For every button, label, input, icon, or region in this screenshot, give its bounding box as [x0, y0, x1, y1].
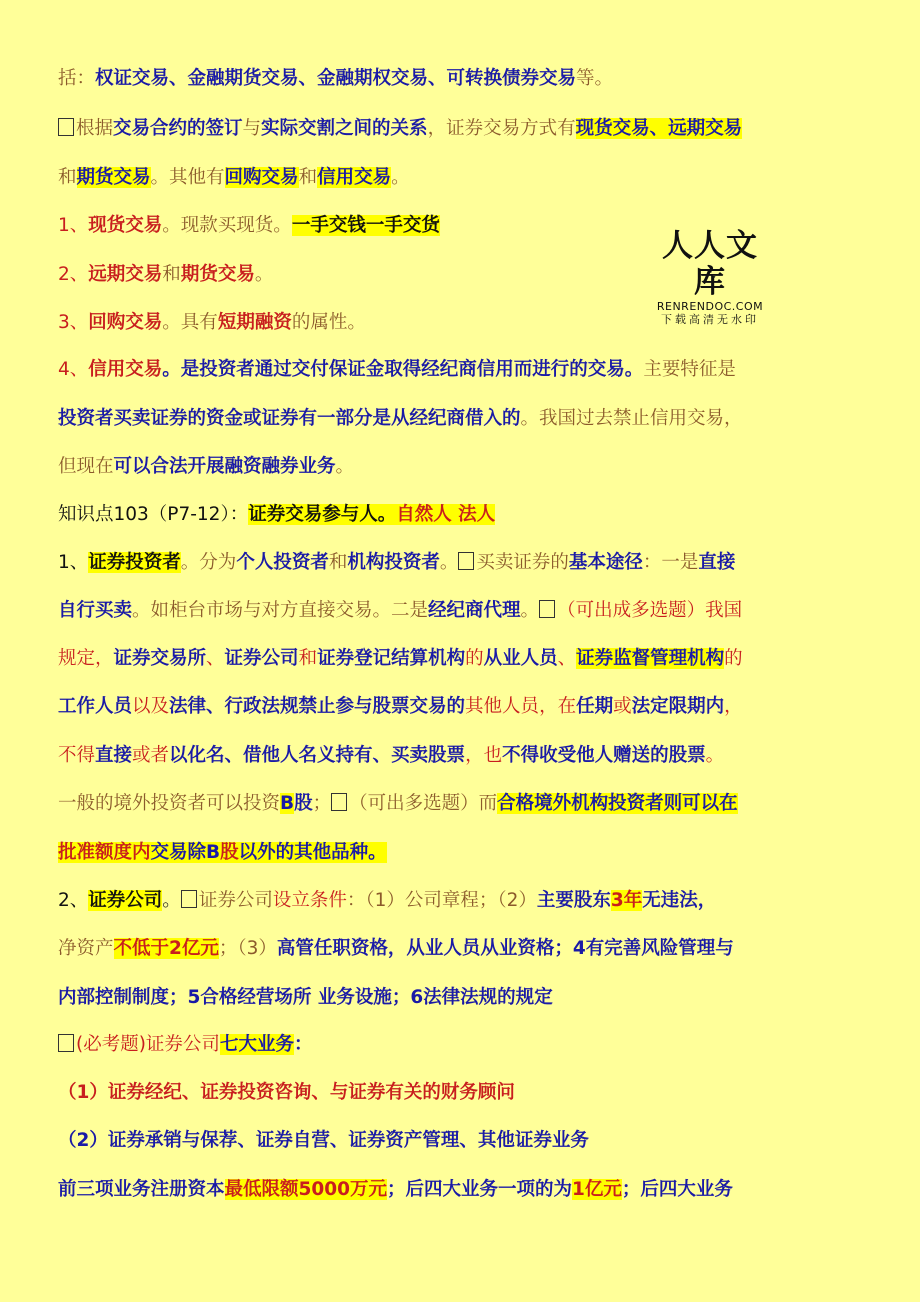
text-line	[58, 985, 870, 1011]
text-segment: 以及	[132, 696, 170, 717]
text-segment: 无违法，	[642, 890, 717, 911]
text-segment: ：一是	[642, 552, 699, 573]
text-segment: 的	[724, 648, 743, 669]
text-segment: 主要特征是	[643, 359, 736, 380]
text-segment: 期货交易	[180, 264, 255, 285]
text-segment: 现货交易	[88, 215, 163, 236]
text-line	[58, 406, 870, 432]
text-segment: 的	[465, 648, 484, 669]
text-segment: 。是投资者通过交付保证金取得经纪商信用而进行的交易。	[162, 359, 644, 380]
text-segment: 1、	[58, 552, 89, 573]
text-segment: 证券公司	[198, 890, 273, 911]
text-line	[58, 357, 870, 383]
text-segment: (必考题)证券公司	[76, 1034, 220, 1055]
text-segment: 等。	[576, 68, 614, 89]
text-segment: 任期	[576, 696, 614, 717]
text-segment: 最低限额5000万元	[224, 1179, 388, 1200]
text-segment: （可出成多选题）我国	[557, 600, 743, 621]
watermark-url: RENRENDOC.COM	[656, 300, 764, 313]
text-segment: 根据	[76, 118, 114, 139]
text-segment: 实际交割之间的关系	[261, 118, 428, 139]
text-segment: 3年	[610, 890, 643, 911]
checkbox-square-icon	[331, 793, 347, 811]
text-segment: ；后四大业务一项的为	[387, 1179, 573, 1200]
text-segment: 证券交易所	[113, 648, 207, 669]
text-segment: 2、	[58, 264, 89, 285]
text-segment: 净资产	[58, 938, 114, 959]
text-line	[58, 1177, 870, 1203]
text-segment: 不低于2亿元	[113, 938, 219, 959]
text-segment: 法律、行政法规禁止参与股票交易的	[169, 696, 466, 717]
text-segment: 1亿元	[572, 1179, 622, 1200]
text-segment: 主要股东	[536, 890, 611, 911]
text-segment: 证券监督管理机构	[576, 648, 725, 669]
text-segment: 买卖证券的	[476, 552, 569, 573]
text-segment: 一手交钱一手交货	[291, 215, 440, 236]
text-segment: （可出多选题）而	[349, 793, 498, 814]
text-segment: 设立条件	[272, 890, 347, 911]
text-segment: （1）证券经纪、证券投资咨询、与证券有关的财务顾问	[58, 1082, 515, 1103]
text-segment: 证券公司	[224, 648, 299, 669]
text-segment: 2、	[58, 890, 89, 911]
text-line	[58, 598, 870, 624]
text-segment: 直接	[95, 745, 133, 766]
text-segment: 4、	[58, 359, 89, 380]
text-line	[58, 454, 870, 480]
text-segment: ；	[312, 793, 332, 814]
text-segment: 一般的境外投资者可以投资	[58, 793, 281, 814]
text-segment: 直接	[698, 552, 736, 573]
text-segment: 和	[298, 167, 318, 188]
text-segment: 。	[335, 456, 355, 477]
text-segment: 。具有	[162, 312, 218, 333]
text-segment: 期货交易	[76, 167, 151, 188]
text-segment: 信用交易	[317, 167, 392, 188]
text-segment: 。其他有	[150, 167, 225, 188]
text-segment: 股	[294, 793, 313, 814]
text-segment: ，证券交易方式有	[427, 118, 576, 139]
text-segment: 信用交易	[88, 359, 163, 380]
text-line	[58, 743, 870, 769]
text-segment: 自然人 法人	[396, 504, 496, 525]
text-segment: 1、	[58, 215, 89, 236]
text-segment: ：（1）公司章程；（2）	[346, 890, 537, 911]
text-segment: 。分为	[180, 552, 237, 573]
text-segment: 股	[220, 842, 239, 863]
watermark-subtitle: 下载高清无水印	[661, 313, 759, 326]
text-line	[58, 1032, 870, 1058]
text-segment: ，	[724, 696, 743, 717]
text-segment: 。	[162, 890, 181, 911]
text-segment: 交易合约的签订	[113, 118, 243, 139]
text-segment: 经纪商代理	[428, 600, 521, 621]
text-segment: 、	[557, 648, 577, 669]
text-segment: 。	[391, 167, 410, 188]
text-segment: 证券投资者	[88, 552, 181, 573]
text-segment: 可以合法开展融资融券业务	[113, 456, 336, 477]
text-segment: ；后四大业务	[621, 1179, 733, 1200]
text-segment: 回购交易	[88, 312, 163, 333]
text-segment: 。	[520, 600, 540, 621]
text-segment: 其他人员	[465, 696, 540, 717]
text-segment: 知识点103（P7-12）：	[58, 504, 249, 525]
text-segment: 从业人员	[483, 648, 558, 669]
text-segment: 现货交易、远期交易	[575, 118, 743, 139]
text-line	[58, 1080, 870, 1106]
text-segment: 规定，	[58, 648, 114, 669]
text-segment: 回购交易	[224, 167, 299, 188]
text-segment: 。我国过去禁止信用交易，	[520, 408, 743, 429]
text-segment: 和	[58, 167, 77, 188]
text-line	[58, 694, 870, 720]
text-segment: 工作人员	[58, 696, 133, 717]
text-line	[58, 502, 870, 528]
text-segment: ，在	[539, 696, 577, 717]
text-segment: 七大业务	[219, 1034, 294, 1055]
text-segment: 或	[613, 696, 632, 717]
text-segment: 和	[162, 264, 181, 285]
text-segment: 高管任职资格，从业人员从业资格；4有完善风险管理与	[276, 938, 734, 959]
checkbox-square-icon	[58, 1034, 74, 1052]
text-segment: 、	[206, 648, 225, 669]
text-segment: B	[206, 842, 221, 863]
text-segment: 但现在	[58, 456, 114, 477]
text-segment: 远期交易	[88, 264, 163, 285]
text-line	[58, 550, 870, 576]
text-segment: 合格境外机构投资者则可以在	[497, 793, 738, 814]
text-segment: 权证交易、金融期货交易、金融期权交易、可转换债券交易	[95, 68, 577, 89]
text-segment: 括：	[58, 68, 96, 89]
text-segment: 以化名、借他人名义持有、买卖股票	[169, 745, 466, 766]
text-segment: 证券公司	[88, 890, 163, 911]
text-segment: 自行买卖	[58, 600, 133, 621]
text-line	[58, 1128, 870, 1154]
text-line	[58, 936, 870, 962]
text-segment: 投资者买卖证券的资金或证券有一部分是从经纪商借入的	[58, 408, 521, 429]
text-segment: 证券交易参与人。	[248, 504, 397, 525]
text-segment: 不得	[58, 745, 96, 766]
text-line	[58, 840, 870, 866]
text-segment: 机构投资者	[347, 552, 440, 573]
text-line	[58, 66, 870, 92]
text-segment: 不得收受他人赠送的股票	[502, 745, 706, 766]
text-segment: 前三项业务注册资本	[58, 1179, 225, 1200]
text-segment: 批准额度内	[58, 842, 151, 863]
text-segment: 的属性。	[291, 312, 366, 333]
text-segment: 。	[705, 745, 725, 766]
text-segment: ；（3）	[218, 938, 277, 959]
watermark-logo	[648, 228, 772, 327]
text-segment: 交易除	[150, 842, 207, 863]
text-segment: 法定限期内	[631, 696, 725, 717]
text-segment: 和	[298, 648, 318, 669]
checkbox-square-icon	[458, 552, 474, 570]
text-segment: 个人投资者	[236, 552, 329, 573]
text-segment: 短期融资	[217, 312, 292, 333]
text-line	[58, 116, 870, 142]
text-segment: 。	[254, 264, 274, 285]
text-segment: 证券登记结算机构	[317, 648, 466, 669]
text-segment: 基本途径	[568, 552, 643, 573]
checkbox-square-icon	[58, 118, 74, 136]
text-segment: 以外的其他品种。	[238, 842, 387, 863]
text-segment: 与	[242, 118, 262, 139]
text-segment: （2）证券承销与保荐、证券自营、证券资产管理、其他证券业务	[58, 1130, 589, 1151]
text-segment: 。如柜台市场与对方直接交易。二是	[132, 600, 429, 621]
text-segment: 。现款买现货。	[162, 215, 292, 236]
text-segment: 和	[328, 552, 348, 573]
checkbox-square-icon	[539, 600, 555, 618]
text-segment: B	[280, 793, 295, 814]
text-segment: 内部控制制度；5合格经营场所 业务设施；6法律法规的规定	[58, 987, 553, 1008]
text-line	[58, 888, 870, 914]
text-line	[58, 791, 870, 817]
text-segment: ，也	[465, 745, 503, 766]
watermark-title: 人人文库	[662, 228, 758, 300]
text-segment: 或者	[132, 745, 170, 766]
text-line	[58, 165, 870, 191]
text-segment: ：	[293, 1034, 313, 1055]
text-line	[58, 646, 870, 672]
checkbox-square-icon	[181, 890, 197, 908]
text-segment: 。	[439, 552, 459, 573]
text-segment: 3、	[58, 312, 89, 333]
